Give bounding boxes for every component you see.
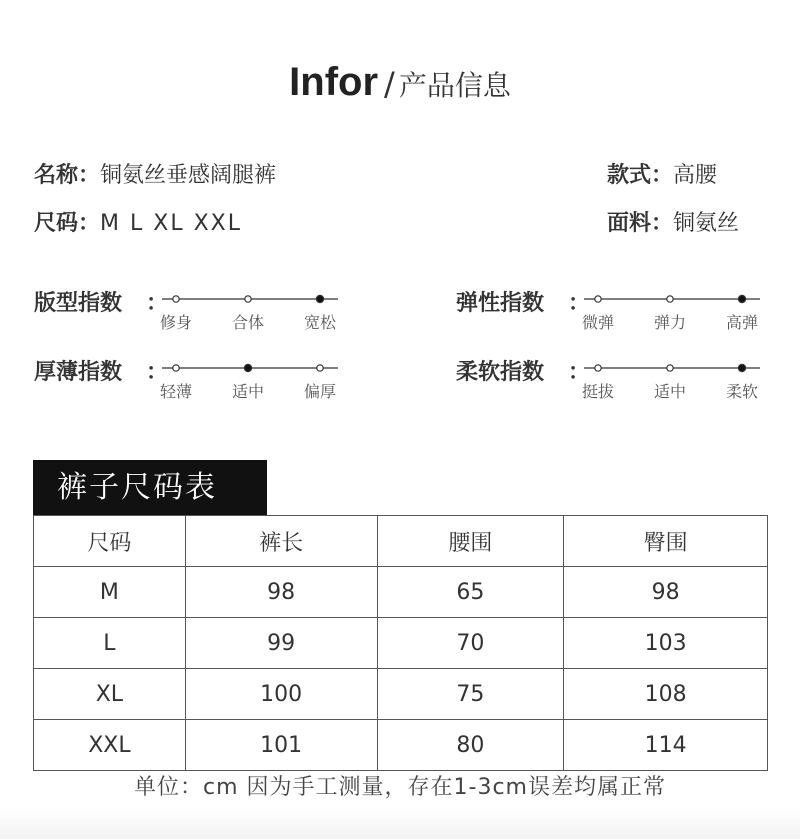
table-cell: 99 — [185, 618, 377, 669]
colon: ： — [78, 163, 101, 188]
index-softness — [456, 355, 776, 405]
slider-marker — [173, 365, 179, 371]
tick-label: 高弹 — [725, 313, 758, 332]
column-header: 腰围 — [377, 516, 564, 567]
tick-label: 修身 — [159, 313, 192, 332]
index-slider — [162, 292, 342, 306]
table-row — [34, 720, 768, 771]
table-cell: 80 — [377, 720, 564, 771]
table-header-row — [34, 516, 768, 567]
table-cell: 70 — [377, 618, 564, 669]
name-row — [34, 158, 276, 189]
slider-marker-selected — [738, 295, 745, 302]
index-slider — [584, 361, 764, 375]
fabric-value: 铜氨丝 — [673, 211, 740, 236]
tick-label: 宽松 — [303, 313, 336, 332]
index-label: 版型指数 — [34, 291, 123, 316]
style-label: 款式 — [607, 163, 652, 188]
table-cell: 98 — [564, 567, 768, 618]
title-english: Infor — [289, 60, 379, 104]
size-row — [34, 206, 242, 237]
index-label: 弹性指数 — [456, 291, 545, 316]
tick-label: 偏厚 — [303, 382, 336, 401]
index-label: 厚薄指数 — [34, 360, 123, 385]
colon: ： — [651, 163, 674, 188]
table-cell: 100 — [185, 669, 377, 720]
column-header: 裤长 — [185, 516, 377, 567]
table-cell: 101 — [185, 720, 377, 771]
table-cell: 114 — [564, 720, 768, 771]
bottom-divider — [0, 806, 800, 839]
index-label: 柔软指数 — [456, 360, 545, 385]
colon: ： — [651, 211, 674, 236]
colon: ： — [78, 211, 101, 236]
fabric-label: 面料 — [607, 211, 652, 236]
size-chart-header: 裤子尺码表 — [33, 460, 267, 515]
tick-label: 弹力 — [653, 313, 686, 332]
size-table — [33, 515, 768, 771]
slider-marker — [173, 296, 179, 302]
table-cell: 103 — [564, 618, 768, 669]
slider-marker-selected — [244, 364, 251, 371]
size-value: M L XL XXL — [100, 211, 242, 236]
colon: ： — [568, 360, 591, 385]
title-chinese: 产品信息 — [398, 69, 511, 102]
slider-marker — [245, 296, 251, 302]
slider-marker-selected — [316, 295, 323, 302]
table-cell: 65 — [377, 567, 564, 618]
index-fit — [34, 286, 354, 336]
tick-label: 轻薄 — [159, 382, 192, 401]
index-thickness — [34, 355, 354, 405]
table-row — [34, 567, 768, 618]
index-slider — [162, 361, 342, 375]
style-value: 高腰 — [673, 163, 718, 188]
slider-marker — [667, 365, 673, 371]
measurement-note: 单位：cm 因为手工测量，存在1-3cm误差均属正常 — [134, 775, 666, 800]
slider-marker — [595, 365, 601, 371]
page-title — [0, 60, 800, 105]
index-elasticity — [456, 286, 776, 336]
style-row — [607, 158, 717, 189]
tick-label: 适中 — [653, 382, 686, 401]
tick-label: 合体 — [231, 313, 264, 332]
table-cell: M — [34, 567, 186, 618]
name-value: 铜氨丝垂感阔腿裤 — [100, 163, 277, 188]
index-slider — [584, 292, 764, 306]
slider-marker-selected — [738, 364, 745, 371]
colon: ： — [146, 360, 169, 385]
table-cell: 108 — [564, 669, 768, 720]
column-header: 臀围 — [564, 516, 768, 567]
fabric-row — [607, 206, 739, 237]
title-slash: / — [384, 65, 395, 103]
table-cell: L — [34, 618, 186, 669]
tick-label: 适中 — [231, 382, 264, 401]
table-row — [34, 618, 768, 669]
size-label: 尺码 — [34, 211, 79, 236]
table-cell: 98 — [185, 567, 377, 618]
table-cell: XL — [34, 669, 186, 720]
table-cell: 75 — [377, 669, 564, 720]
name-label: 名称 — [34, 163, 79, 188]
slider-marker — [595, 296, 601, 302]
table-cell: XXL — [34, 720, 186, 771]
tick-label: 微弹 — [581, 313, 614, 332]
slider-marker — [667, 296, 673, 302]
colon: ： — [568, 291, 591, 316]
tick-label: 挺拔 — [581, 382, 614, 401]
tick-label: 柔软 — [725, 382, 758, 401]
column-header: 尺码 — [34, 516, 186, 567]
slider-marker — [317, 365, 323, 371]
table-row — [34, 669, 768, 720]
colon: ： — [146, 291, 169, 316]
